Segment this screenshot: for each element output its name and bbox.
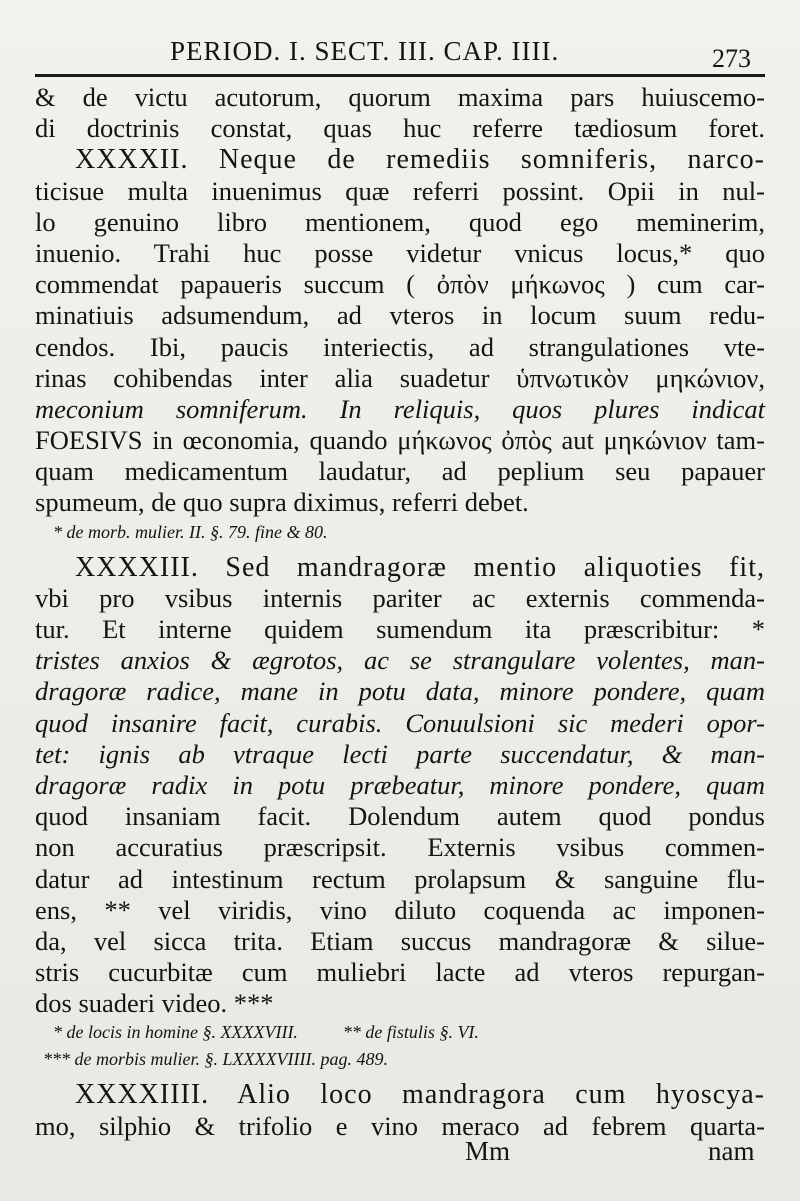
text-line: mo, silphio & trifolio e vino meraco ad febrem quarta- xyxy=(35,1110,765,1141)
footnote: * de locis in homine §. XXXXVIII. ** de fistulis §. VI. xyxy=(53,1022,479,1043)
text-line: ens, ** vel viridis, vino diluto coquenda ac imponen- xyxy=(35,894,765,925)
text-line: stris cucurbitæ cum muliebri lacte ad vteros repurgan- xyxy=(35,957,765,988)
text-line: minatiuis adsumendum, ad vteros in locum suum redu- xyxy=(35,300,765,331)
text-line: tristes anxios & ægrotos, ac se strangulare volentes, man- xyxy=(35,645,765,676)
text-line: ticisue multa inuenimus quæ referri possint. Opii in nul- xyxy=(35,175,765,206)
text-line: quod insaniam facit. Dolendum autem quod pondus xyxy=(35,801,765,832)
text-line: da, vel sicca trita. Etiam succus mandragoræ & silue- xyxy=(35,925,765,956)
text-line: non accuratius præscripsit. Externis vsibus commen- xyxy=(35,832,765,863)
page-footer xyxy=(0,1136,800,1170)
text-line: dragoræ radice, mane in potu data, minore pondere, quam xyxy=(35,676,765,707)
header-rule xyxy=(35,74,765,77)
running-head: PERIOD. I. SECT. III. CAP. IIII. xyxy=(170,36,560,66)
text-line: rinas cohibendas inter alia suadetur ὑπνωτικὸν μηκώνιον, xyxy=(35,362,765,393)
section-heading-line: XXXXIIII. Alio loco mandragora cum hyoscya- xyxy=(75,1079,765,1111)
footnote: *** de morbis mulier. §. LXXXXVIIII. pag. 489. xyxy=(43,1049,388,1070)
text-line: vbi pro vsibus internis pariter ac externis commenda- xyxy=(35,582,765,613)
text-line: commendat papaueris succum ( ὀπὸν μήκωνος ) cum car- xyxy=(35,269,765,300)
text-line: quod insanire facit, curabis. Conuulsioni sic mederi opor- xyxy=(35,707,765,738)
page-number: 273 xyxy=(712,44,751,73)
section-heading-line: XXXXIII. Sed mandragoræ mentio aliquoties fit, xyxy=(75,551,765,583)
text-line: di doctrinis constat, quas huc referre tædiosum foret. xyxy=(35,113,765,144)
text-line: lo genuino libro mentionem, quod ego meminerim, xyxy=(35,206,765,237)
body-text xyxy=(35,82,765,1142)
text-line: FOESIVS in œconomia, quando μήκωνος ὀπὸς aut μηκώνιον tam- xyxy=(35,425,765,456)
text-line: inuenio. Trahi huc posse videtur vnicus locus,* quo xyxy=(35,237,765,268)
page-header xyxy=(0,28,800,78)
text-line: tet: ignis ab vtraque lecti parte succendatur, & man- xyxy=(35,738,765,769)
text-line: datur ad intestinum rectum prolapsum & sanguine flu- xyxy=(35,863,765,894)
text-line: meconium somniferum. In reliquis, quos plures indicat xyxy=(35,393,765,424)
text-line: dragoræ radix in potu præbeatur, minore pondere, quam xyxy=(35,769,765,800)
footnote: * de morb. mulier. II. §. 79. fine & 80. xyxy=(53,521,328,542)
text-line: spumeum, de quo supra diximus, referri debet. xyxy=(35,487,529,518)
text-line: cendos. Ibi, paucis interiectis, ad strangulationes vte- xyxy=(35,331,765,362)
section-heading-line: XXXXII. Neque de remediis somniferis, narco- xyxy=(75,144,765,176)
text-line: dos suaderi video. *** xyxy=(35,988,274,1019)
text-line: quam medicamentum laudatur, ad peplium seu papauer xyxy=(35,456,765,487)
text-line: tur. Et interne quidem sumendum ita præscribitur: * xyxy=(35,614,765,644)
text-line: & de victu acutorum, quorum maxima pars huiuscemo- xyxy=(35,82,765,112)
catchword: nam xyxy=(708,1136,755,1166)
signature-mark: Mm xyxy=(465,1136,511,1166)
